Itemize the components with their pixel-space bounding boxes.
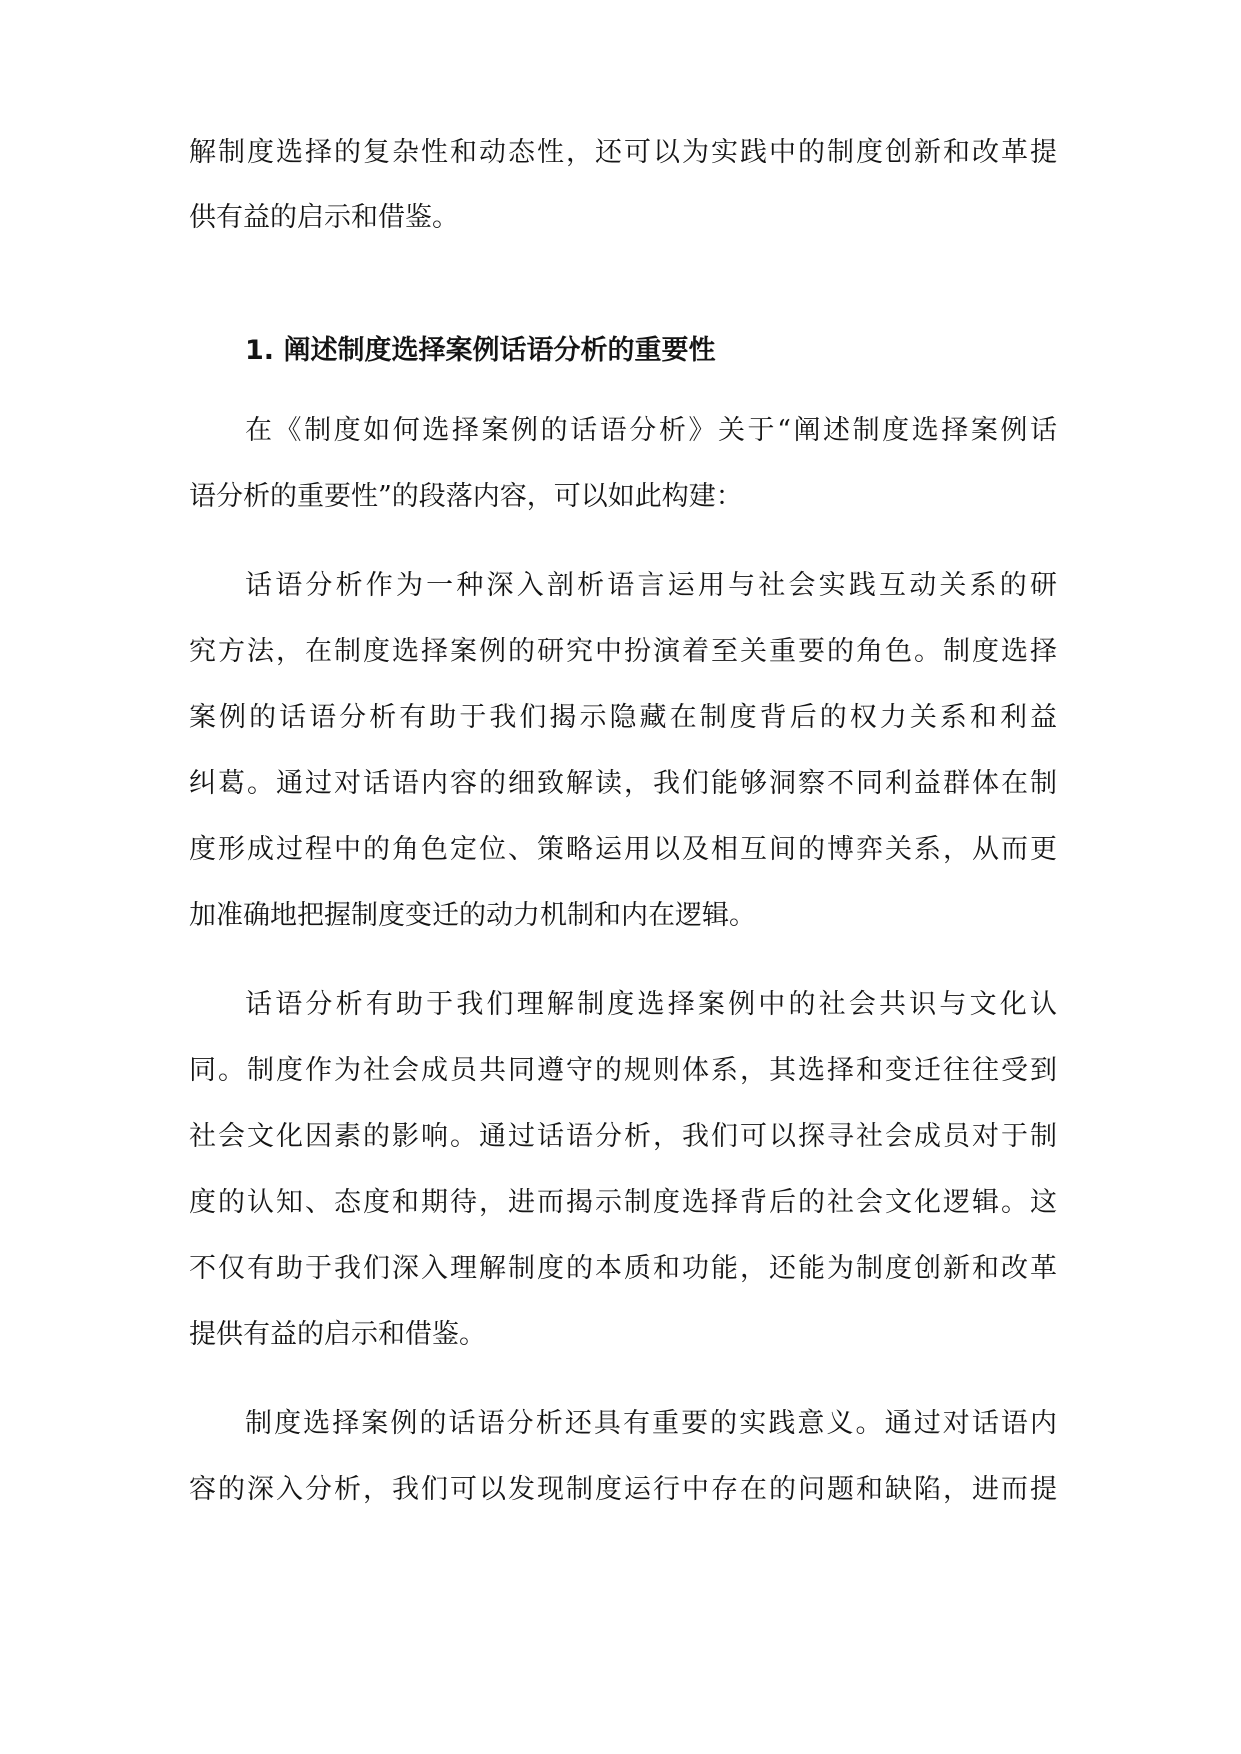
paragraph-2-line-1: 话语分析作为一种深入剖析语言运用与社会实践互动关系的研: [245, 570, 1057, 601]
paragraph-3-line-5: 不仅有助于我们深入理解制度的本质和功能，还能为制度创新和改革: [189, 1253, 1057, 1284]
paragraph-2-line-4: 纠葛。通过对话语内容的细致解读，我们能够洞察不同利益群体在制: [189, 768, 1057, 799]
intro-line-2: 供有益的启示和借鉴。: [189, 202, 459, 233]
paragraph-4-line-2: 容的深入分析，我们可以发现制度运行中存在的问题和缺陷，进而提: [189, 1474, 1057, 1505]
paragraph-3-line-1: 话语分析有助于我们理解制度选择案例中的社会共识与文化认: [245, 989, 1057, 1020]
paragraph-2-line-3: 案例的话语分析有助于我们揭示隐藏在制度背后的权力关系和利益: [189, 702, 1057, 733]
paragraph-1-line-1: 在《制度如何选择案例的话语分析》关于“阐述制度选择案例话: [245, 415, 1057, 446]
intro-line-1: 解制度选择的复杂性和动态性，还可以为实践中的制度创新和改革提: [189, 137, 1057, 168]
paragraph-3-line-6: 提供有益的启示和借鉴。: [189, 1319, 486, 1350]
paragraph-3-line-2: 同。制度作为社会成员共同遵守的规则体系，其选择和变迁往往受到: [189, 1055, 1057, 1086]
paragraph-2-line-2: 究方法，在制度选择案例的研究中扮演着至关重要的角色。制度选择: [189, 636, 1057, 667]
paragraph-3-line-3: 社会文化因素的影响。通过话语分析，我们可以探寻社会成员对于制: [189, 1121, 1057, 1152]
section-heading: 1. 阐述制度选择案例话语分析的重要性: [245, 335, 716, 366]
paragraph-2-line-5: 度形成过程中的角色定位、策略运用以及相互间的博弈关系，从而更: [189, 834, 1057, 865]
paragraph-1-line-2: 语分析的重要性”的段落内容，可以如此构建：: [189, 481, 743, 512]
paragraph-3-line-4: 度的认知、态度和期待，进而揭示制度选择背后的社会文化逻辑。这: [189, 1187, 1057, 1218]
paragraph-2-line-6: 加准确地把握制度变迁的动力机制和内在逻辑。: [189, 900, 756, 931]
paragraph-4-line-1: 制度选择案例的话语分析还具有重要的实践意义。通过对话语内: [245, 1408, 1057, 1439]
